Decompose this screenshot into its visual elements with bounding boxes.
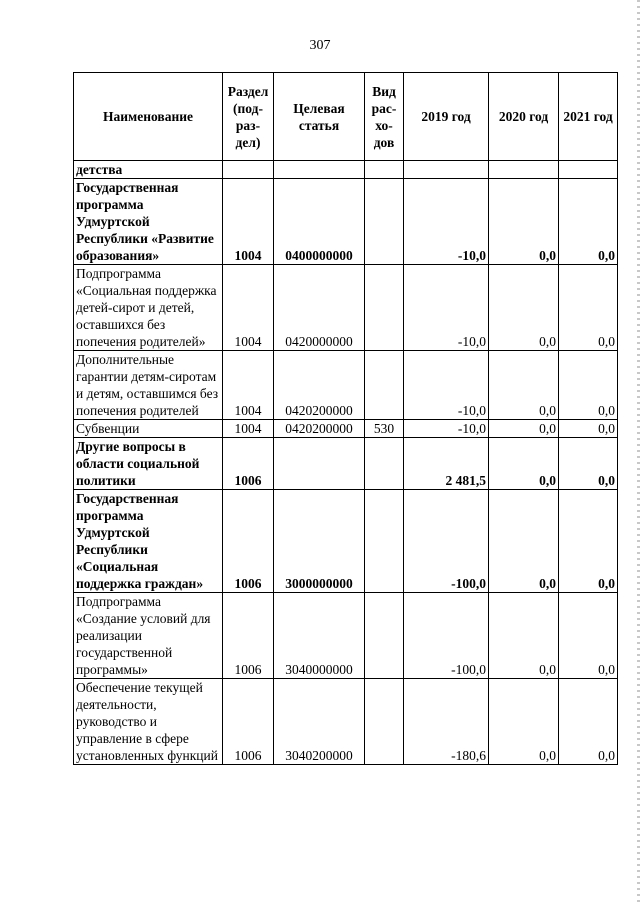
cell-name: Обеспечение текущей деятельности, руководство и управление в сфере установленных функций [74,679,223,765]
cell-2020: 0,0 [489,179,559,265]
page-number: 307 [309,38,331,53]
cell-name: Подпрограмма «Создание условий для реализации государственной программы» [74,593,223,679]
cell-section: 1006 [223,679,274,765]
cell-2019: -10,0 [404,351,489,420]
cell-target: 3000000000 [274,490,365,593]
cell-2021: 0,0 [559,265,618,351]
cell-target: 0420000000 [274,265,365,351]
header-section: Раздел (под-раз-дел) [223,73,274,161]
table-row [74,490,618,593]
cell-target [274,161,365,179]
table-row [74,420,618,438]
cell-name: детства [74,161,223,179]
cell-2019: -100,0 [404,490,489,593]
cell-kind [365,351,404,420]
table-row [74,351,618,420]
cell-kind [365,438,404,490]
header-name: Наименование [74,73,223,161]
cell-section: 1004 [223,351,274,420]
cell-name: Дополнительные гарантии детям-сиротам и детям, оставшимся без попечения родителей [74,351,223,420]
table-row [74,679,618,765]
cell-2021 [559,161,618,179]
budget-table [73,72,618,765]
cell-2020: 0,0 [489,420,559,438]
cell-kind: 530 [365,420,404,438]
cell-2021: 0,0 [559,351,618,420]
cell-kind [365,161,404,179]
cell-target: 0400000000 [274,179,365,265]
cell-target: 0420200000 [274,351,365,420]
cell-2020 [489,161,559,179]
cell-target [274,438,365,490]
cell-kind [365,490,404,593]
cell-name: Государственная программа Удмуртской Республики «Социальная поддержка граждан» [74,490,223,593]
header-2020: 2020 год [489,73,559,161]
cell-2019 [404,161,489,179]
cell-name: Субвенции [74,420,223,438]
header-kind: Вид рас-хо-дов [365,73,404,161]
cell-2019: -10,0 [404,265,489,351]
cell-2019: -10,0 [404,179,489,265]
cell-2021: 0,0 [559,593,618,679]
table-row [74,265,618,351]
cell-kind [365,593,404,679]
cell-2020: 0,0 [489,438,559,490]
cell-section: 1006 [223,438,274,490]
cell-section: 1004 [223,179,274,265]
cell-section: 1004 [223,420,274,438]
cell-kind [365,265,404,351]
cell-2021: 0,0 [559,490,618,593]
table-row [74,179,618,265]
cell-name: Государственная программа Удмуртской Республики «Развитие образования» [74,179,223,265]
header-2021: 2021 год [559,73,618,161]
cell-2020: 0,0 [489,679,559,765]
cell-2020: 0,0 [489,265,559,351]
cell-name: Подпрограмма «Социальная поддержка детей-сирот и детей, оставшихся без попечения родителей» [74,265,223,351]
cell-2020: 0,0 [489,490,559,593]
table-row [74,593,618,679]
cell-kind [365,679,404,765]
cell-2020: 0,0 [489,593,559,679]
cell-2021: 0,0 [559,179,618,265]
table-row [74,438,618,490]
cell-section: 1004 [223,265,274,351]
cell-section: 1006 [223,490,274,593]
cell-section: 1006 [223,593,274,679]
cell-2019: -100,0 [404,593,489,679]
table-row [74,161,618,179]
cell-target: 0420200000 [274,420,365,438]
cell-section [223,161,274,179]
cell-2019: 2 481,5 [404,438,489,490]
cell-2019: -180,6 [404,679,489,765]
cell-name: Другие вопросы в области социальной политики [74,438,223,490]
header-2019: 2019 год [404,73,489,161]
cell-2021: 0,0 [559,438,618,490]
header-target: Целевая статья [274,73,365,161]
cell-2020: 0,0 [489,351,559,420]
table-header-row [74,73,618,161]
cell-kind [365,179,404,265]
cell-2021: 0,0 [559,420,618,438]
cell-target: 3040000000 [274,593,365,679]
cell-target: 3040200000 [274,679,365,765]
cell-2021: 0,0 [559,679,618,765]
cell-2019: -10,0 [404,420,489,438]
